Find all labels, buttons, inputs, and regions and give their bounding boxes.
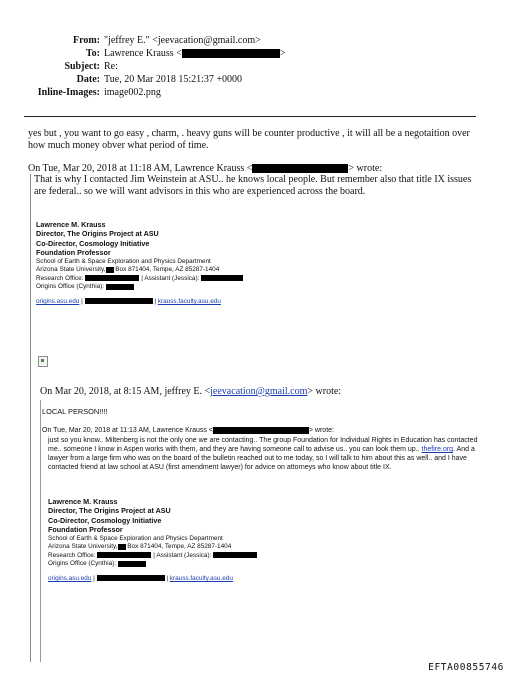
sig-school: School of Earth & Space Exploration and Physics Department: [48, 534, 223, 542]
reply3-intro: On Tue, Mar 20, 2018 at 11:13 AM, Lawrence Krauss < > wrote:: [42, 427, 334, 434]
sig-name: Lawrence M. Krauss: [48, 497, 118, 506]
subject-value: Re:: [104, 61, 118, 72]
reply1-intro: On Tue, Mar 20, 2018 at 11:18 AM, Lawrence Krauss < > wrote:: [28, 163, 383, 174]
redaction-bar: [182, 49, 280, 58]
thefire-link[interactable]: thefire.org: [421, 446, 454, 454]
redaction-bar: [106, 267, 114, 273]
subject-label: Subject:: [64, 61, 100, 72]
sig-address: Arizona State University, Box 871404, Tempe, AZ 85287-1404: [48, 543, 232, 551]
signature-block: [48, 497, 257, 584]
broken-image-icon: [38, 356, 48, 367]
krauss-faculty-link[interactable]: krauss.faculty.asu.edu: [157, 298, 221, 305]
sig-name: Lawrence M. Krauss: [36, 220, 106, 229]
redaction-bar: [118, 561, 146, 567]
to-value: Lawrence Krauss < >: [104, 48, 286, 59]
sig-title-2: Co-Director, Cosmology Initiative: [48, 515, 162, 525]
redaction-bar: [85, 298, 153, 304]
quote-bar: [30, 174, 31, 662]
sig-research: Research Office: | Assistant (Jessica):: [36, 275, 243, 284]
redaction-bar: [201, 275, 243, 281]
sig-title-2: Co-Director, Cosmology Initiative: [36, 238, 150, 248]
quote-bar: [40, 400, 41, 662]
sig-links: origins.asu.edu | | krauss.faculty.asu.edu: [36, 298, 221, 305]
redaction-bar: [252, 164, 348, 173]
from-label: From:: [72, 35, 100, 46]
sig-title-3: Foundation Professor: [36, 248, 111, 258]
header-divider: [24, 116, 476, 117]
reply3-body: just so you know.. Miltenberg is not the only one we are contacting.. The group Foundation for Individual Rights in Education has contacted me.. someone I know in Aspen works with them, and they are having someone call to advise us.. you can look them up.. thefire.org. And a lawyer from a large firm who was on the board of the bulletin reached out to me today, so I will talk to him about this as well.. and I have contacted friend at law school at ASU (first amendment lawyer) for advice on attorneys who know about title IX.: [48, 437, 478, 472]
redaction-bar: [213, 552, 257, 558]
jeevacation-link[interactable]: jeevacation@gmail.com: [210, 386, 308, 397]
redaction-bar: [106, 284, 134, 290]
redaction-bar: [97, 575, 165, 581]
origins-link[interactable]: origins.asu.edu: [48, 575, 92, 582]
redaction-bar: [213, 427, 309, 434]
sig-origins-office: Origins Office (Cynthia):: [48, 560, 257, 569]
sig-address: Arizona State University, Box 871404, Tempe, AZ 85287-1404: [36, 266, 220, 274]
signature-block: [36, 220, 243, 307]
to-label: To:: [85, 48, 100, 59]
reply2-body: LOCAL PERSON!!!!: [42, 407, 108, 416]
krauss-faculty-link[interactable]: krauss.faculty.asu.edu: [169, 575, 233, 582]
reply1-body: That is why I contacted Jim Weinstein at ASU.. he knows local people. But remember also that title IX issues are federal.. so we will want advisors in this who are experienced across the board.: [34, 174, 472, 197]
date-value: Tue, 20 Mar 2018 15:21:37 +0000: [104, 74, 243, 85]
date-label: Date:: [76, 74, 100, 85]
origins-link[interactable]: origins.asu.edu: [36, 298, 80, 305]
sig-school: School of Earth & Space Exploration and Physics Department: [36, 257, 211, 265]
redaction-bar: [118, 544, 126, 550]
sig-links: origins.asu.edu | | krauss.faculty.asu.edu: [48, 575, 233, 582]
redaction-bar: [85, 275, 139, 281]
inline-images-label: Inline-Images:: [37, 87, 100, 98]
inline-images-value: image002.png: [104, 87, 161, 98]
redaction-bar: [97, 552, 151, 558]
reply2-intro: On Mar 20, 2018, at 8:15 AM, jeffrey E. <jeevacation@gmail.com> wrote:: [40, 386, 342, 397]
sig-title-1: Director, The Origins Project at ASU: [36, 229, 159, 239]
sig-research: Research Office: | Assistant (Jessica):: [48, 552, 257, 561]
sig-title-3: Foundation Professor: [48, 525, 123, 535]
document-id: EFTA00855746: [428, 662, 504, 673]
sig-title-1: Director, The Origins Project at ASU: [48, 506, 171, 516]
message-body: yes but , you want to go easy , charm, . heavy guns will be counter productive , it will all be a negotaition over how much money obver what period of time.: [28, 128, 470, 151]
sig-origins-office: Origins Office (Cynthia):: [36, 283, 243, 292]
from-value: "jeffrey E." <jeevacation@gmail.com>: [104, 35, 261, 46]
